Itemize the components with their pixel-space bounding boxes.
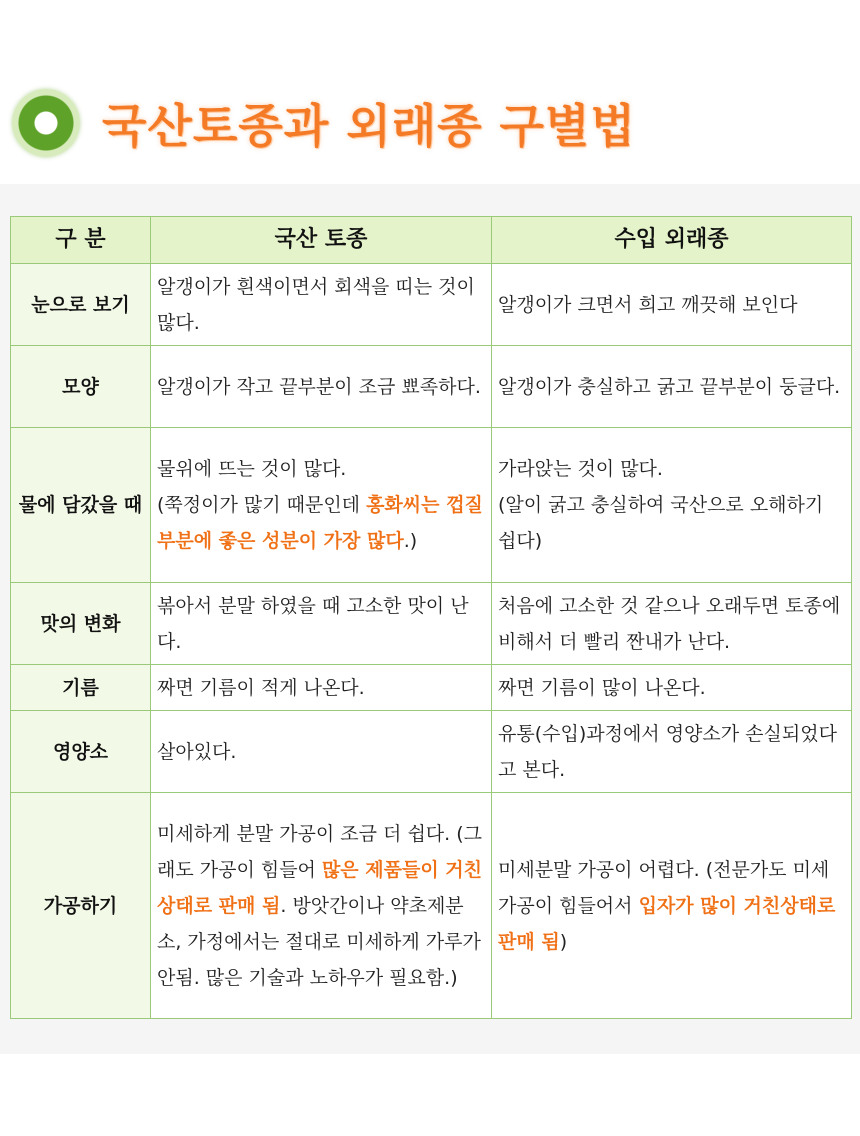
domestic-cell [151, 793, 492, 1019]
cell-text: 짜면 기름이 많이 나온다. [498, 676, 706, 699]
cell-text: (쭉정이가 많기 때문인데 [157, 494, 367, 516]
imported-cell [492, 793, 852, 1019]
table-row [11, 428, 852, 583]
cell-text: 알갱이가 흰색이면서 회색을 띠는 것이 많다. [157, 275, 475, 334]
domestic-cell [151, 711, 492, 793]
row-category: 눈으로 보기 [11, 264, 151, 346]
table-row [11, 264, 852, 346]
table-header-row [11, 217, 852, 264]
cell-text: 처음에 고소한 것 같으나 오래두면 토종에 비해서 더 빨리 짠내가 난다. [498, 594, 841, 653]
row-category: 모양 [11, 346, 151, 428]
row-category: 가공하기 [11, 793, 151, 1019]
cell-text: 살아있다. [157, 740, 237, 763]
row-category: 물에 담갔을 때 [11, 428, 151, 583]
comparison-table [10, 216, 852, 1019]
domestic-cell [151, 264, 492, 346]
table-row [11, 665, 852, 711]
domestic-cell [151, 428, 492, 583]
row-category: 영양소 [11, 711, 151, 793]
highlight-text: 많은 제품들이 거친상태로 판매 됨 [157, 858, 483, 917]
cell-text: 물위에 뜨는 것이 많다. [157, 458, 347, 480]
header-domestic: 국산 토종 [151, 217, 492, 264]
cell-text: 짜면 기름이 적게 나온다. [157, 676, 365, 699]
table-row [11, 793, 852, 1019]
imported-cell [492, 428, 852, 583]
cell-text: 알갱이가 충실하고 굵고 끝부분이 둥글다. [498, 375, 841, 398]
imported-cell [492, 583, 852, 665]
imported-cell [492, 711, 852, 793]
cell-text: 알갱이가 크면서 희고 깨끗해 보인다 [498, 293, 798, 316]
row-category: 기름 [11, 665, 151, 711]
table-row [11, 583, 852, 665]
cell-text: 볶아서 분말 하였을 때 고소한 맛이 난다. [157, 594, 469, 653]
domestic-cell [151, 665, 492, 711]
cell-text: 미세하게 분말 가공이 조금 더 쉽다. (그래도 가공이 힘들어 [157, 822, 483, 881]
row-category: 맛의 변화 [11, 583, 151, 665]
domestic-cell [151, 583, 492, 665]
cell-text: .) [403, 530, 418, 552]
cell-text: . 방앗간이나 약초제분소, 가정에서는 절대로 미세하게 가루가 안됨. 많은 기술과 노하우가 필요함.) [157, 894, 481, 989]
cell-text: ) [559, 930, 568, 953]
cell-text: 유통(수입)과정에서 영양소가 손실되었다고 본다. [498, 722, 837, 781]
cell-text: 미세분말 가공이 어렵다. (전문가도 미세 가공이 힘들어서 [498, 858, 830, 917]
imported-cell [492, 665, 852, 711]
domestic-cell [151, 346, 492, 428]
table-row [11, 346, 852, 428]
page-title: 국산토종과 외래종 구별법 [102, 99, 636, 153]
header-imported: 수입 외래종 [492, 217, 852, 264]
header-category: 구 분 [11, 217, 151, 264]
table-row [11, 711, 852, 793]
green-circle-icon [12, 89, 80, 157]
highlight-text: 입자가 많이 거친상태로 판매 됨 [498, 894, 836, 953]
imported-cell [492, 346, 852, 428]
title-row [12, 86, 636, 160]
imported-cell [492, 264, 852, 346]
cell-text: (알이 굵고 충실하여 국산으로 오해하기 쉽다) [498, 494, 824, 552]
cell-text: 알갱이가 작고 끝부분이 조금 뾰족하다. [157, 375, 481, 398]
cell-text: 가라앉는 것이 많다. [498, 458, 663, 480]
highlight-text: 홍화씨는 껍질부분에 좋은 성분이 가장 많다 [157, 494, 483, 552]
